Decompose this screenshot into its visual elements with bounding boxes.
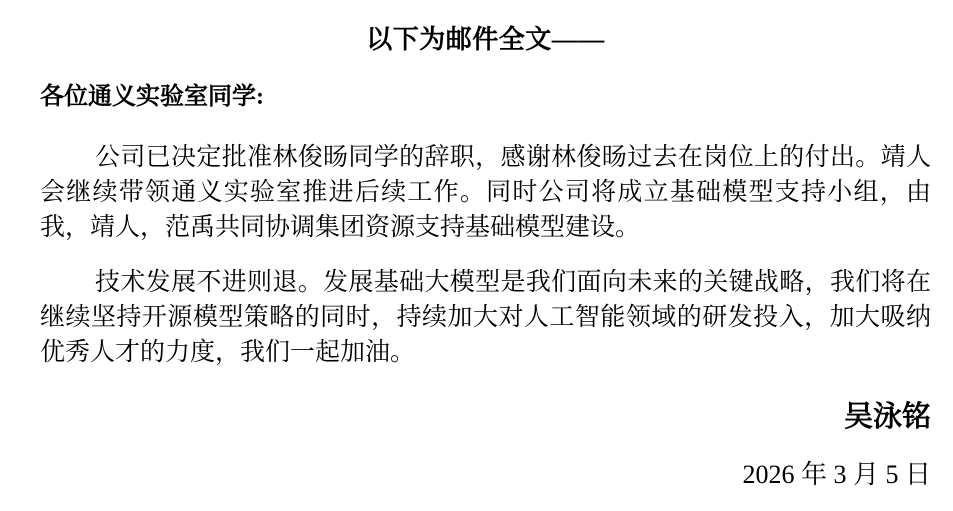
- email-date: 2026 年 3 月 5 日: [742, 460, 931, 489]
- email-signature: 吴泳铭: [843, 401, 931, 433]
- email-paragraph-1: 公司已决定批准林俊旸同学的辞职，感谢林俊旸过去在岗位上的付出。靖人会继续带领通义实验室推进后续工作。同时公司将成立基础模型支持小组，由我，靖人，范禹共同协调集团资源支持基础模型建设。: [40, 144, 931, 241]
- email-paragraph-2: 技术发展不进则退。发展基础大模型是我们面向未来的关键战略，我们将在继续坚持开源模型策略的同时，持续加大对人工智能领域的研发投入，加大吸纳优秀人才的力度，我们一起加油。: [40, 269, 931, 366]
- email-greeting: 各位通义实验室同学:: [40, 84, 264, 110]
- email-title: 以下为邮件全文——: [366, 25, 605, 54]
